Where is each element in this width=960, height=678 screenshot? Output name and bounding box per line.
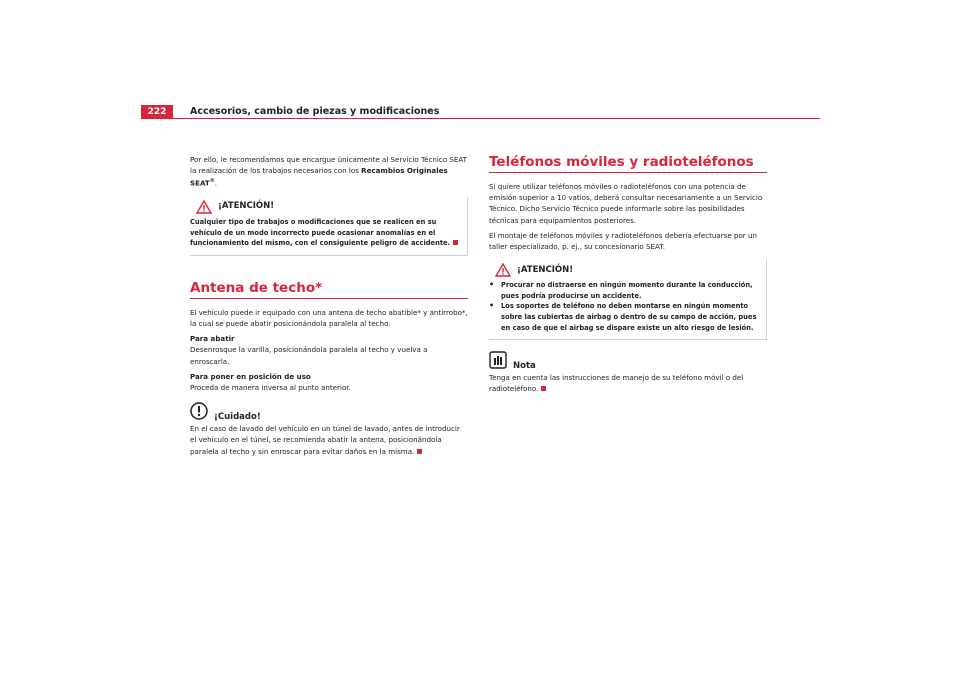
caution-icon xyxy=(190,402,208,423)
warning-box xyxy=(190,197,468,256)
warning-triangle-icon xyxy=(190,200,218,214)
note-icon xyxy=(489,351,507,372)
subheading-abatir: Para abatir xyxy=(190,334,235,344)
bullet-icon: • xyxy=(489,280,495,290)
caution-header xyxy=(190,401,468,423)
telefonos-para1: Si quiere utilizar teléfonos móviles o radioteléfonos con una potencia de emisión superior a 10 vatios, deberá consultar necesariamente a un Servicio Técnico. Dicho Servicio Técnico puede informarle sobre las posibilidades técnicas para equipamientos posteriores. xyxy=(489,182,763,225)
abatir-text: Desenrosque la varilla, posicionándola paralela al techo y vuelva a enroscarla. xyxy=(190,345,428,366)
warning-bullet-1: • Procurar no distraerse en ningún momento durante la conducción, pues podría producirse un accidente. xyxy=(489,280,753,300)
intro-paragraph: Por ello, le recomendamos que encargue únicamente al Servicio Técnico SEAT la realización de los trabajos necesarios con los Recambios Originales SEAT®. xyxy=(190,155,467,188)
telefonos-para2: El montaje de teléfonos móviles y radioteléfonos debería efectuarse por un taller especializado, p. ej., su concesionario SEAT. xyxy=(489,230,757,252)
warning-box-telefonos xyxy=(489,260,767,340)
note-title: Nota xyxy=(513,360,536,371)
header-rule xyxy=(141,118,820,119)
warning-title: ¡ATENCIÓN! xyxy=(218,201,275,212)
note-text: Tenga en cuenta las instrucciones de manejo de su teléfono móvil o del radioteléfono. xyxy=(489,373,744,394)
uso-text: Proceda de manera inversa al punto anterior. xyxy=(190,382,351,392)
note-header xyxy=(489,350,767,372)
page-number: 222 xyxy=(141,105,173,119)
right-column xyxy=(489,154,767,399)
warning-bullet-2: • Los soportes de teléfono no deben montarse en ningún momento sobre las cubiertas de airbag o dentro de su campo de acción, pues en caso de que el airbag se dispare existe un alto riesgo de lesión. xyxy=(489,301,757,332)
end-mark-icon xyxy=(417,449,422,454)
bullet-icon: • xyxy=(489,301,495,311)
section-title-telefonos: Teléfonos móviles y radioteléfonos xyxy=(489,154,754,170)
antena-intro: El vehículo puede ir equipado con una antena de techo abatible* y antirrobo*, la cual se puede abatir posicionándola paralela al techo. xyxy=(190,307,468,328)
running-header: Accesorios, cambio de piezas y modificaciones xyxy=(190,106,440,117)
end-mark-icon xyxy=(541,386,546,391)
caution-title: ¡Cuidado! xyxy=(214,411,261,422)
warning-title: ¡ATENCIÓN! xyxy=(517,264,574,275)
subheading-uso: Para poner en posición de uso xyxy=(190,371,311,381)
section-title-antena: Antena de techo* xyxy=(190,279,323,296)
warning-triangle-icon xyxy=(489,263,517,277)
warning-text: Cualquier tipo de trabajos o modificaciones que se realicen en su vehículo de un modo incorrecto puede ocasionar anomalías en el funcionamiento del mismo, con el consiguiente peligro de accidente. xyxy=(190,217,467,249)
left-column xyxy=(190,154,468,461)
caution-text: En el caso de lavado del vehículo en un túnel de lavado, antes de introducir el vehículo en el túnel, se recomienda abatir la antena, posicionándola paralela al techo y sin enroscar para evitar daños en la misma. xyxy=(190,424,460,456)
end-mark-icon xyxy=(453,240,458,245)
